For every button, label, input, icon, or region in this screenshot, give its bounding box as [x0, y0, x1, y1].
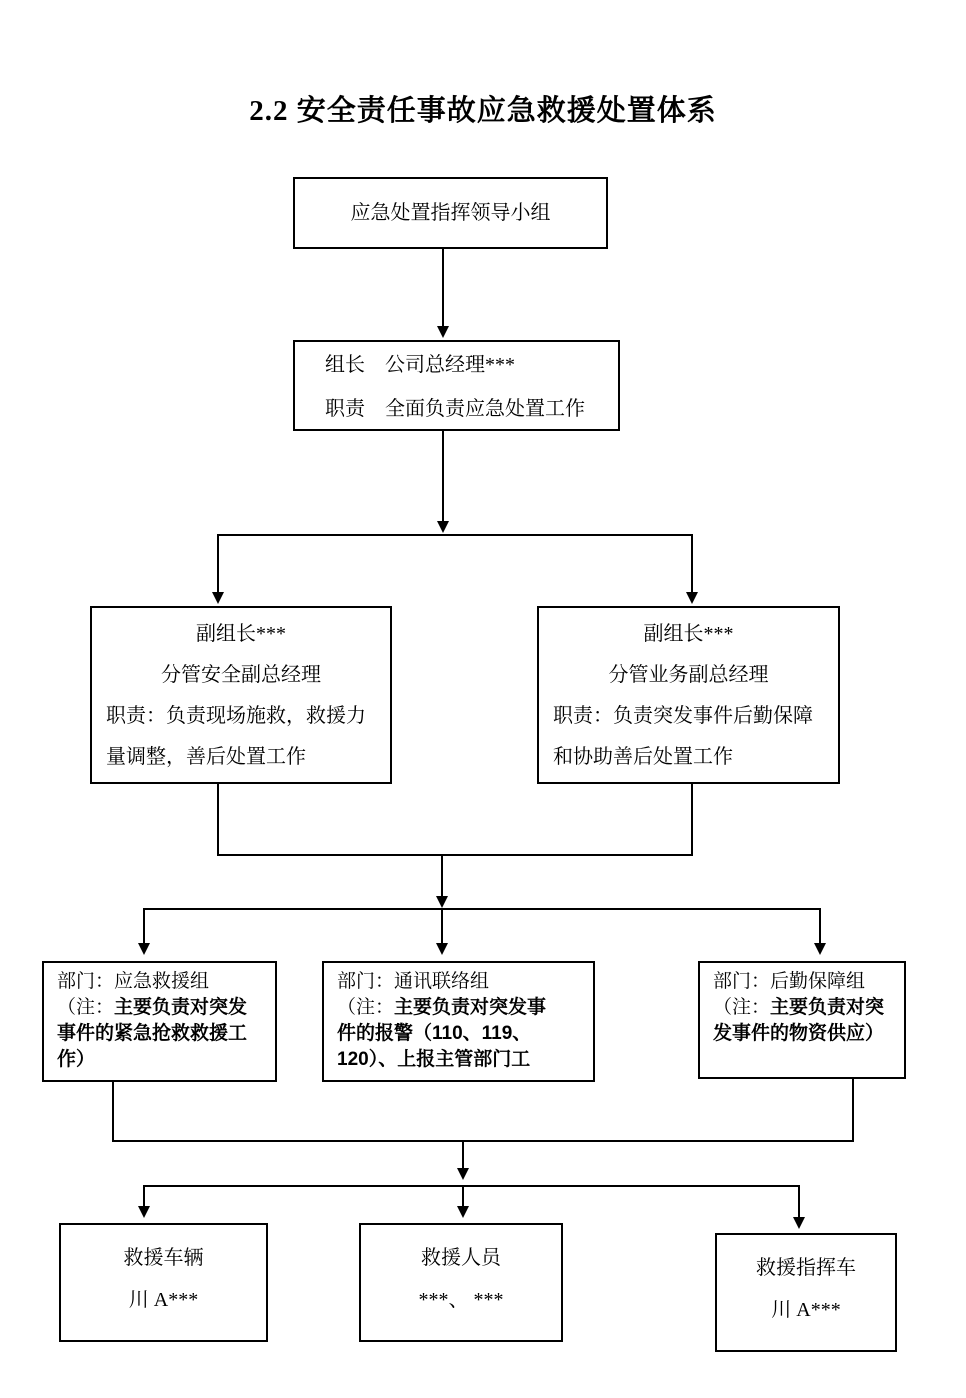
connector-merge2-down: [462, 1140, 464, 1170]
arrow-down-icon: [436, 896, 448, 908]
connector-groupleader-down: [442, 430, 444, 523]
node-leading-group: [293, 177, 608, 249]
command-vehicle-title: 救援指挥车: [756, 1257, 856, 1279]
dept-rescue-note-2: [57, 1021, 271, 1047]
connector-to-deputy-safety: [217, 534, 219, 594]
connector-merge-departments: [113, 1140, 853, 1142]
dept-logistics-name: 部门：后勤保障组: [713, 971, 866, 992]
arrow-down-icon: [138, 943, 150, 955]
deputy-business-role: 分管业务副总经理: [608, 664, 769, 686]
rescue-personnel-title: 救援人员: [421, 1247, 501, 1269]
dept-logistics-note-bold-1: 主要负责对突: [770, 997, 885, 1018]
node-rescue-vehicles: [59, 1223, 268, 1342]
node-rescue-personnel: [359, 1223, 563, 1342]
dept-logistics-note-bold-2: 发事件的物资供应）: [713, 1023, 885, 1044]
dept-comms-note-bold-2: 件的报警（110、119、: [337, 1023, 532, 1044]
node-leading-group-label: 应急处置指挥领导小组: [350, 201, 551, 224]
arrow-down-icon: [457, 1168, 469, 1180]
deputy-safety-duty-2: 量调整，善后处置工作: [106, 746, 306, 768]
node-command-vehicle: [715, 1233, 897, 1352]
arrow-down-icon: [686, 592, 698, 604]
dept-logistics-note-prefix: （注：: [713, 997, 771, 1018]
page-title: 2.2 安全责任事故应急救援处置体系: [249, 95, 717, 127]
dept-rescue-note-bold-2: 事件的紧急抢救救援工: [57, 1023, 248, 1044]
connector-to-deputy-business: [691, 534, 693, 594]
dept-rescue-note-prefix: （注：: [57, 997, 115, 1018]
connector-merge-deputies: [218, 854, 692, 856]
command-vehicle-value: 川 A***: [771, 1299, 841, 1321]
connector-deputy-safety-down: [217, 783, 219, 856]
node-dept-rescue: [42, 961, 277, 1082]
connector-dept-logistics-down: [852, 1078, 854, 1142]
connector-leader-to-groupleader: [442, 249, 444, 328]
dept-rescue-name: 部门：应急救援组: [57, 971, 210, 992]
arrow-down-icon: [436, 943, 448, 955]
node-group-leader: [293, 340, 620, 431]
rescue-vehicles-title: 救援车辆: [123, 1247, 204, 1269]
dept-logistics-note-2: [713, 1021, 900, 1047]
dept-comms-note-1: [337, 995, 589, 1021]
connector-split-departments: [144, 908, 820, 910]
node-dept-comms: [322, 961, 595, 1082]
group-leader-duty: 职责 全面负责应急处置工作: [325, 398, 585, 420]
connector-to-rescue-vehicles: [143, 1185, 145, 1208]
group-leader-line: 组长 公司总经理***: [325, 354, 515, 376]
dept-comms-note-3: [337, 1047, 589, 1073]
dept-rescue-note-1: [57, 995, 271, 1021]
rescue-vehicles-value: 川 A***: [128, 1289, 199, 1311]
connector-split-deputies: [218, 534, 692, 536]
arrow-down-icon: [437, 326, 449, 338]
dept-logistics-note-1: [713, 995, 900, 1021]
dept-rescue-note-bold-1: 主要负责对突发: [114, 997, 248, 1018]
deputy-business-duty-2: 和协助善后处置工作: [553, 746, 733, 768]
deputy-business-duty-1: 职责：负责突发事件后勤保障: [553, 705, 813, 727]
node-dept-logistics: [698, 961, 906, 1079]
dept-rescue-note-bold-3: 作）: [57, 1049, 96, 1070]
deputy-safety-title: 副组长***: [196, 623, 286, 645]
deputy-safety-role: 分管安全副总经理: [161, 664, 321, 686]
connector-deputy-business-down: [691, 783, 693, 856]
connector-to-command-vehicle: [798, 1185, 800, 1219]
connector-to-dept-rescue: [143, 908, 145, 945]
connector-split-resources: [144, 1185, 799, 1187]
connector-to-dept-comms: [441, 908, 443, 945]
arrow-down-icon: [814, 943, 826, 955]
rescue-personnel-value: ***、 ***: [418, 1289, 504, 1311]
connector-dept-rescue-down: [112, 1082, 114, 1142]
node-deputy-safety: [90, 606, 392, 784]
dept-rescue-note-3: [57, 1047, 271, 1073]
dept-comms-note-2: [337, 1021, 589, 1047]
connector-to-rescue-personnel: [462, 1185, 464, 1208]
dept-comms-note-bold-1: 主要负责对突发事: [394, 997, 547, 1018]
arrow-down-icon: [138, 1206, 150, 1218]
connector-to-dept-logistics: [819, 908, 821, 945]
dept-comms-note-bold-3: 120）、上报主管部门工: [337, 1049, 531, 1070]
arrow-down-icon: [212, 592, 224, 604]
node-deputy-business: [537, 606, 840, 784]
connector-merge-down: [441, 854, 443, 898]
deputy-business-title: 副组长***: [643, 623, 734, 645]
arrow-down-icon: [457, 1206, 469, 1218]
dept-comms-name: 部门：通讯联络组: [337, 971, 490, 992]
arrow-down-icon: [437, 521, 449, 533]
dept-comms-note-prefix: （注：: [337, 997, 395, 1018]
deputy-safety-duty-1: 职责：负责现场施救，救援力: [106, 705, 366, 727]
arrow-down-icon: [793, 1217, 805, 1229]
